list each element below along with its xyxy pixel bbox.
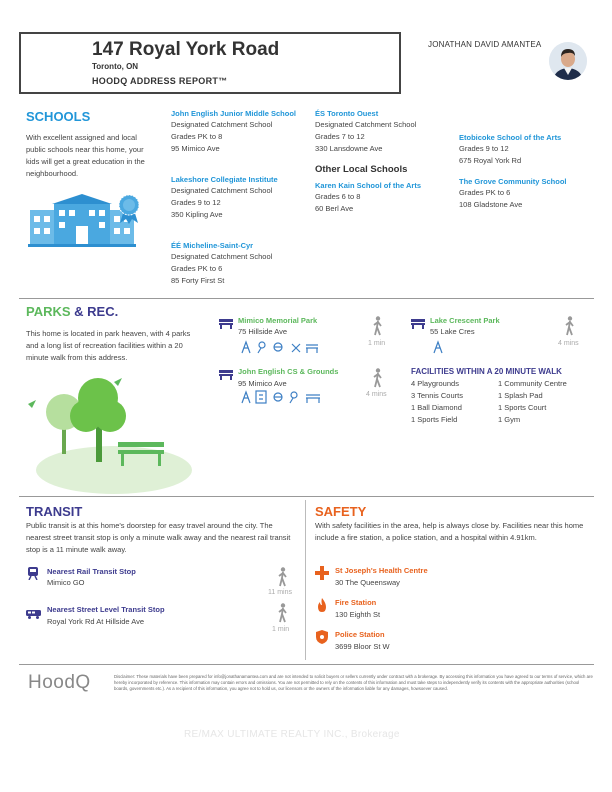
school-entry (171, 109, 301, 155)
school-address: 60 Berl Ave (315, 204, 354, 213)
school-name-link[interactable]: John English Junior Middle School (171, 109, 297, 118)
rail-transit-label[interactable]: Nearest Rail Transit Stop (47, 567, 136, 576)
park-icon (411, 316, 425, 334)
facilities-list-left (411, 378, 497, 426)
street-transit-label[interactable]: Nearest Street Level Transit Stop (47, 605, 165, 614)
school-address: 108 Gladstone Ave (459, 200, 523, 209)
school-grades: Grades 9 to 12 (171, 198, 221, 207)
school-grades: Grades 6 to 8 (315, 192, 361, 201)
train-icon (27, 566, 39, 585)
park-amenity-icons (240, 340, 320, 359)
agent-avatar (549, 42, 587, 80)
fire-station-link[interactable]: Fire Station (335, 598, 377, 607)
school-entry (459, 177, 569, 211)
transit-title: TRANSIT (26, 504, 83, 519)
facility-item: 1 Ball Diamond (411, 403, 462, 412)
hoodq-logo: HoodQ (28, 672, 91, 693)
police-station-link[interactable]: Police Station (335, 630, 385, 639)
school-type: Designated Catchment School (171, 252, 273, 261)
school-entry (459, 133, 589, 167)
walk-time: 4 mins (366, 391, 387, 398)
schools-title: SCHOOLS (26, 109, 91, 124)
parks-description: This home is located in park heaven, with 4 parks and a long list of recreation facilities within a 20 minute walk from this address. (26, 329, 191, 362)
walk-time: 4 mins (558, 340, 579, 347)
section-divider (19, 496, 594, 497)
school-type: Designated Catchment School (315, 120, 417, 129)
safety-title: SAFETY (315, 504, 367, 519)
parks-title-b: & REC. (74, 304, 119, 319)
police-badge-icon (316, 630, 328, 649)
facility-item: 1 Sports Court (498, 403, 547, 412)
park-amenity-icons (240, 390, 322, 409)
street-transit-value: Royal York Rd At Hillside Ave (47, 617, 144, 626)
facility-item: 1 Sports Field (411, 415, 458, 424)
fire-icon (317, 598, 327, 617)
school-name-link[interactable]: Karen Kain School of the Arts (315, 181, 421, 190)
facility-item: 1 Community Centre (498, 379, 567, 388)
facility-item: 1 Splash Pad (498, 391, 543, 400)
hospital-cross-icon (315, 566, 329, 585)
column-divider (305, 500, 306, 660)
park-illustration (18, 370, 193, 499)
school-entry (315, 109, 445, 155)
school-type: Designated Catchment School (171, 120, 273, 129)
school-address: 85 Forty First St (171, 276, 225, 285)
school-name-link[interactable]: ÉÉ Micheline-Saint-Cyr (171, 241, 254, 250)
walk-icon (372, 316, 384, 341)
report-title: HOODQ ADDRESS REPORT™ (92, 76, 228, 86)
school-address: 675 Royal York Rd (459, 156, 522, 165)
park-address: 95 Mimico Ave (238, 379, 287, 388)
park-address: 75 Hillside Ave (238, 327, 288, 336)
walk-time: 1 min (368, 340, 386, 347)
hospital-address: 30 The Queensway (335, 578, 400, 587)
school-type: Designated Catchment School (171, 186, 273, 195)
playground-icon (432, 340, 444, 359)
walk-icon (564, 316, 576, 341)
school-address: 350 Kipling Ave (171, 210, 223, 219)
walk-icon (277, 603, 289, 628)
park-name-link[interactable]: Mimico Memorial Park (238, 316, 318, 325)
school-grades: Grades PK to 8 (171, 132, 223, 141)
walk-time: 11 mins (268, 589, 292, 596)
parks-title-a: PARKS (26, 304, 71, 319)
facilities-list-right (498, 378, 594, 426)
facility-item: 1 Gym (498, 415, 521, 424)
school-name-link[interactable]: Etobicoke School of the Arts (459, 133, 562, 142)
park-icon (219, 316, 233, 334)
facility-item: 4 Playgrounds (411, 379, 459, 388)
property-address: 147 Royal York Road (92, 39, 280, 60)
school-name-link[interactable]: Lakeshore Collegiate Institute (171, 175, 278, 184)
disclaimer-text: Disclaimer: These materials have been prepared for info@jonathanamantea.com and are not intended to solicit buyers or sellers currently under contract with a brokerage. By accessing this information you have agreed to our terms of service, which are hereby incorporated by reference. This information may contain errors and omissions. You are not permitted to rely on the contents of this information and must take steps to independently verify its contents with the appropriate authorities (school boards, governments etc.). As a recipient of this information, you agree not to hold us, our licensors or the owners of the information liable for any damages, howsoever caused. (114, 674, 593, 692)
park-name-link[interactable]: Lake Crescent Park (430, 316, 500, 325)
school-name-link[interactable]: The Grove Community School (459, 177, 567, 186)
park-icon (219, 367, 233, 385)
park-name-link[interactable]: John English CS & Grounds (238, 367, 339, 376)
school-grades: Grades 7 to 12 (315, 132, 365, 141)
transit-description: Public transit is at this home's doorstep for easy travel around the city. The nearest street transit stop is only a minute walk away and the nearest rail transit stop is a 11 minute walk away. (26, 521, 291, 554)
school-entry (171, 241, 301, 287)
school-name-link[interactable]: ÉS Toronto Ouest (315, 109, 379, 118)
hospital-name-link[interactable]: St Joseph's Health Centre (335, 566, 428, 575)
school-grades: Grades PK to 6 (171, 264, 223, 273)
section-divider (19, 298, 594, 299)
schools-description: With excellent assigned and local public schools near this home, your kids will get a great education in the neighbourhood. (26, 133, 145, 178)
school-address: 330 Lansdowne Ave (315, 144, 383, 153)
section-divider (19, 664, 594, 665)
agent-name: JONATHAN DAVID AMANTEA (428, 40, 542, 49)
award-badge-icon (116, 194, 142, 229)
school-grades: Grades 9 to 12 (459, 144, 509, 153)
facility-item: 3 Tennis Courts (411, 391, 463, 400)
school-address: 95 Mimico Ave (171, 144, 220, 153)
other-schools-heading: Other Local Schools (315, 164, 408, 175)
walk-time: 1 min (272, 626, 290, 633)
park-address: 55 Lake Cres (430, 327, 475, 336)
school-grades: Grades PK to 6 (459, 188, 511, 197)
property-city: Toronto, ON (92, 62, 139, 71)
parks-title (26, 304, 118, 319)
fire-station-address: 130 Eighth St (335, 610, 381, 619)
school-entry (315, 181, 445, 215)
rail-transit-value: Mimico GO (47, 578, 85, 587)
safety-description: With safety facilities in the area, help is always close by. Facilities near this home include a fire station, a police station, and a hospital within 4.91km. (315, 521, 584, 542)
walk-icon (372, 368, 384, 393)
police-station-address: 3699 Bloor St W (335, 642, 390, 651)
facilities-title: FACILITIES WITHIN A 20 MINUTE WALK (411, 367, 562, 376)
brokerage-watermark: RE/MAX ULTIMATE REALTY INC., Brokerage (184, 729, 400, 740)
bus-icon (26, 606, 41, 624)
school-entry (171, 175, 301, 221)
